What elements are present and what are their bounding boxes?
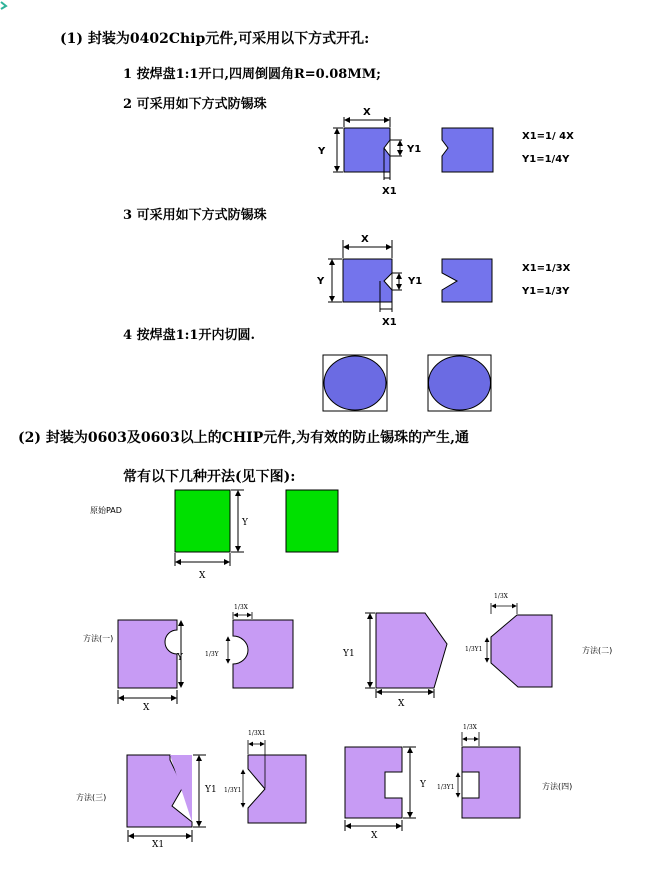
fig2-ratio-y: Y1=1/3Y <box>522 286 570 297</box>
section-1-item-4: 4 按焊盘1:1开内切圆. <box>123 328 255 343</box>
fig1-ratio-x: X1=1/ 4X <box>522 131 574 142</box>
method-4-diagram <box>345 724 572 841</box>
method-3-diagram <box>76 730 306 850</box>
fig2-x-label: X <box>361 234 369 245</box>
fig2-pad-notched <box>343 259 392 302</box>
method-3-third-y1: 1/3Y1 <box>224 787 242 794</box>
section-1-item-2: 2 可采用如下方式防锡珠 <box>123 97 267 112</box>
fig1-y1-label: Y1 <box>407 144 422 155</box>
method-2-third-x: 1/3X <box>494 593 508 600</box>
inscribed-circle-left <box>324 356 386 410</box>
fig1-ratio-y: Y1=1/4Y <box>522 154 570 165</box>
fig1-y-label: Y <box>318 146 326 157</box>
original-pad-diagram <box>90 490 338 581</box>
fig1-pad-notched <box>344 128 390 172</box>
fig2-ratio-x: X1=1/3X <box>522 263 571 274</box>
fig1-x1-label: X1 <box>382 186 397 197</box>
method-1-pad-left <box>118 620 177 688</box>
original-pad-label: 原始PAD <box>90 506 122 515</box>
fig1-pad-right <box>442 128 493 172</box>
method-1-label: 方法(一) <box>83 634 114 643</box>
method-4-third-y1: 1/3Y1 <box>437 784 455 791</box>
section-2-title: (2) 封装为0603及0603以上的CHIP元件,为有效的防止锡珠的产生,通 <box>18 430 469 446</box>
method-4-label: 方法(四) <box>542 782 573 791</box>
fig1-diagram <box>317 107 574 197</box>
original-y-label: Y <box>242 518 248 528</box>
fig2-pad-right <box>442 259 492 302</box>
method-4-pad-right <box>462 747 520 818</box>
inscribed-circle-right <box>429 356 491 410</box>
original-pad-right <box>286 490 338 552</box>
method-3-third-x1: 1/3X1 <box>248 730 266 737</box>
method-3-x1-label: X1 <box>152 840 165 850</box>
method-3-pad-right <box>248 755 306 823</box>
fig1-x-label: X <box>363 107 371 118</box>
fig2-diagram <box>316 234 571 328</box>
method-1-y-label: Y <box>177 653 183 663</box>
method-1-diagram <box>83 604 293 713</box>
original-x-label: X <box>199 571 206 581</box>
method-2-label: 方法(二) <box>582 646 613 655</box>
method-4-y-label: Y <box>420 780 426 790</box>
method-3-label: 方法(三) <box>76 793 107 802</box>
fig2-y-label: Y <box>317 276 325 287</box>
method-3-y1-label: Y1 <box>205 785 217 795</box>
fig3-inscribed-circles <box>323 355 491 411</box>
method-4-third-x: 1/3X <box>463 724 477 731</box>
method-1-pad-right <box>233 620 293 688</box>
fig2-x1-label: X1 <box>382 317 397 328</box>
method-2-x-label: X <box>398 699 405 709</box>
method-2-third-y1: 1/3Y1 <box>465 646 483 653</box>
method-2-pad-right <box>491 615 552 687</box>
method-2-diagram <box>342 593 612 709</box>
section-1-title: (1) 封装为0402Chip元件,可采用以下方式开孔: <box>60 31 370 47</box>
method-2-y1-label: Y1 <box>343 649 355 659</box>
method-1-third-y: 1/3Y <box>205 651 219 658</box>
fig2-y1-label: Y1 <box>408 276 423 287</box>
method-2-pad-left <box>376 613 447 688</box>
method-4-pad-left <box>345 747 402 818</box>
method-1-x-label: X <box>143 703 150 713</box>
corner-mark-icon <box>1 2 6 9</box>
section-1-item-3: 3 可采用如下方式防锡珠 <box>123 208 267 223</box>
method-1-third-x: 1/3X <box>234 604 248 611</box>
section-2-continued: 常有以下几种开法(见下图): <box>123 469 296 485</box>
original-pad-left <box>175 490 230 552</box>
section-1-item-1: 1 按焊盘1:1开口,四周倒圆角R=0.08MM; <box>123 67 381 82</box>
method-4-x-label: X <box>371 831 378 841</box>
